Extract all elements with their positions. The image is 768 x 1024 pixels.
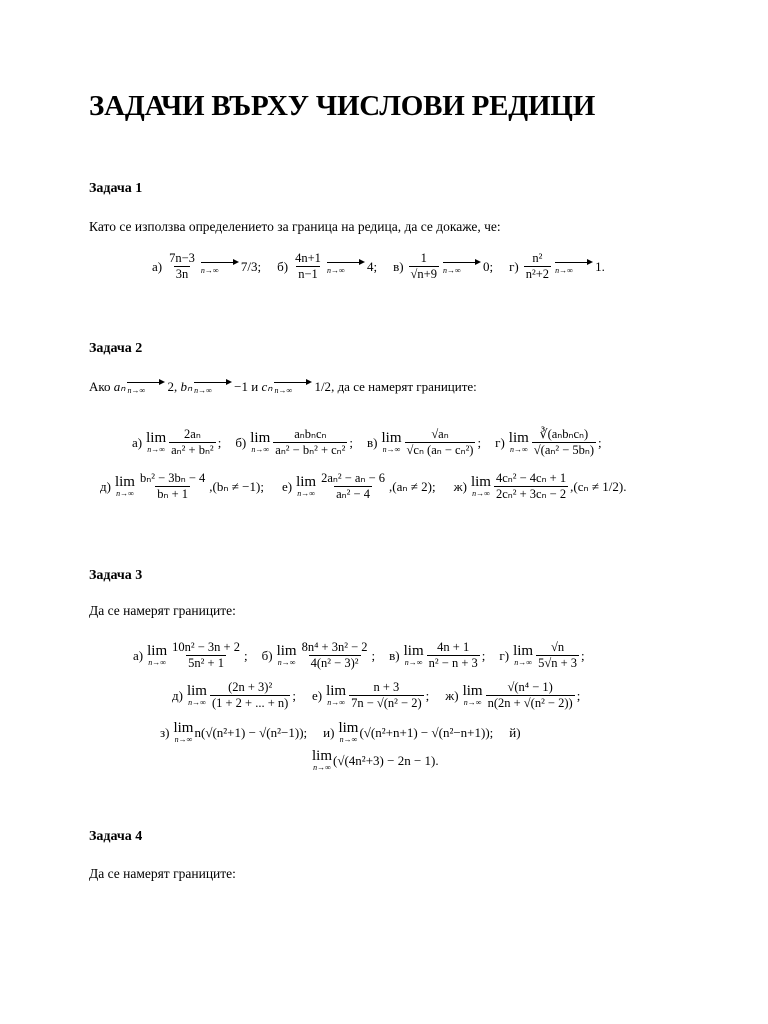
task2-lim-word: lim (470, 474, 491, 490)
task1-tail: . (601, 258, 605, 274)
task3-fraction-numerator: √(n⁴ − 1) (507, 680, 553, 694)
task3-lim-word: lim (312, 748, 333, 764)
task3-lim-word: lim (147, 643, 168, 659)
task3-lim-word: lim (462, 683, 483, 699)
task3-tail: ; (489, 724, 494, 740)
task3-fraction (427, 641, 480, 670)
task1-fraction-denominator: n²+2 (525, 267, 550, 281)
task2-lim (471, 475, 491, 498)
task1-fraction (293, 252, 323, 281)
task2-label: ж) (453, 478, 467, 494)
task2-fraction-denominator: bₙ + 1 (157, 487, 189, 501)
task3-fraction (536, 641, 579, 670)
task2-fraction-numerator: aₙbₙcₙ (294, 427, 327, 441)
task2-fraction-numerator: bₙ² − 3bₙ − 4 (139, 471, 206, 485)
task2-tail: ; (349, 434, 354, 450)
task3-lim-word: lim (513, 643, 534, 659)
task3-fraction (486, 681, 575, 710)
task2-fraction-denominator: aₙ² + bₙ² (171, 443, 214, 457)
task2-lim-word: lim (381, 430, 402, 446)
task2-fraction-denominator: aₙ² − bₙ² + cₙ² (275, 443, 346, 457)
task2-fraction (319, 472, 387, 501)
task2-fraction-denominator: 2cₙ² + 3cₙ − 2 (495, 487, 567, 501)
task3-tail: ; (371, 647, 376, 663)
task3-fraction (349, 681, 424, 710)
task1-fraction-denominator: 3n (175, 267, 189, 281)
task3-lim-word: lim (173, 720, 194, 736)
task3-fraction-numerator: (2n + 3)² (228, 680, 273, 694)
task3-fraction (210, 681, 290, 710)
task3-fraction-denominator: n(2n + √(n² − 2)) (487, 696, 573, 710)
task2-tail: ; (477, 434, 482, 450)
task3-lim (187, 684, 207, 707)
task3-fraction-denominator: 5n² + 1 (188, 656, 224, 670)
task2-fraction (494, 472, 568, 501)
task1-arrow (201, 258, 239, 275)
lim-c: 1/2 (314, 378, 332, 394)
task3-expr: (√(n²+n+1) − √(n²−n+1)) (359, 724, 490, 740)
task3-label: в) (389, 647, 400, 663)
task3-lim-sub: n→∞ (339, 735, 358, 744)
task3-lim (173, 721, 193, 744)
task1-fraction-numerator: n² (532, 251, 543, 265)
task3-lim-word: lim (326, 683, 347, 699)
task2-lim-word: lim (114, 474, 135, 490)
task1-arrow-sub: n→∞ (555, 266, 573, 275)
task3-fraction-denominator: (1 + 2 + ... + n) (211, 696, 289, 710)
task3-heading: Задача 3 (89, 568, 143, 583)
task2-lim-sub: n→∞ (116, 489, 134, 498)
task3-row3 (160, 721, 524, 744)
task3-lim-word: lim (186, 683, 207, 699)
task2-fraction-numerator: 4cₙ² − 4cₙ + 1 (495, 471, 567, 485)
task3-label: з) (160, 724, 170, 740)
task3-tail: ; (303, 724, 308, 740)
task2-fraction-denominator: aₙ² − 4 (336, 487, 370, 501)
task2-fraction (273, 428, 347, 457)
task3-row4 (311, 749, 439, 772)
task1-intro: Като се използва определението за граница на редица, да се докаже, че: (89, 219, 501, 234)
task1-limit: 1 (595, 258, 602, 274)
task3-fraction-numerator: 10n² − 3n + 2 (172, 640, 240, 654)
task3-intro: Да се намерят границите: (89, 603, 236, 618)
task3-tail: . (435, 752, 439, 768)
task3-lim-sub: n→∞ (148, 658, 166, 667)
task1-arrow-sub: n→∞ (326, 266, 345, 275)
task2-label: в) (367, 434, 378, 450)
task1-arrow-sub: n→∞ (200, 266, 219, 275)
lim-b: −1 (234, 378, 249, 394)
task3-lim (463, 684, 483, 707)
task1-limit: 7/3 (240, 258, 258, 274)
item-label: б) (277, 258, 289, 274)
task1-fraction-numerator: 4n+1 (295, 251, 321, 265)
task3-lim (312, 749, 332, 772)
task2-lim-sub: n→∞ (147, 445, 165, 454)
task1-fraction-denominator: √n+9 (410, 267, 437, 281)
task2-lim (115, 475, 135, 498)
task4-intro: Да се намерят границите: (89, 866, 236, 881)
task2-tail: ; (217, 434, 222, 450)
task2-label: е) (281, 478, 293, 494)
task2-condition: ,(bₙ ≠ −1) (209, 478, 261, 494)
task2-condition: ,(cₙ ≠ 1/2) (570, 478, 624, 494)
item-label: в) (393, 258, 404, 274)
task2-tail: ; (598, 434, 602, 450)
task3-fraction-numerator: 4n + 1 (437, 640, 470, 654)
task3-expr: (√(4n²+3) − 2n − 1) (333, 752, 436, 768)
lim-a: 2 (167, 378, 174, 394)
task2-lim (382, 431, 402, 454)
task3-lim-sub: n→∞ (514, 658, 532, 667)
task2-row1 (132, 428, 602, 457)
task2-label: б) (235, 434, 247, 450)
task4-heading: Задача 4 (89, 829, 143, 844)
task2-fraction (532, 428, 596, 457)
page-title: ЗАДАЧИ ВЪРХУ ЧИСЛОВИ РЕДИЦИ (89, 90, 596, 122)
task2-lim-sub: n→∞ (472, 489, 490, 498)
task1-arrow (443, 258, 481, 275)
task1-fraction (167, 252, 197, 281)
task3-tail: ; (581, 647, 585, 663)
task3-fraction-denominator: 4(n² − 3)² (310, 656, 359, 670)
task2-fraction (138, 472, 207, 501)
task3-lim (147, 644, 167, 667)
task3-lim (277, 644, 297, 667)
task3-lim (513, 644, 533, 667)
task3-lim (338, 721, 358, 744)
and-word: и (251, 378, 259, 394)
task3-tail: ; (243, 647, 248, 663)
arrow-c: n→∞ (274, 378, 312, 395)
task2-intro-suffix: , да се намерят границите: (331, 378, 477, 394)
task2-lim-word: lim (508, 430, 529, 446)
task3-tail: ; (292, 687, 296, 703)
task3-fraction-numerator: √n (550, 640, 565, 654)
task3-tail: ; (481, 647, 486, 663)
task3-lim-sub: n→∞ (327, 698, 345, 707)
task3-fraction-numerator: 8n⁴ + 3n² − 2 (301, 640, 368, 654)
task2-tail: . (623, 478, 627, 494)
task2-fraction-numerator: ∛(aₙbₙcₙ) (539, 427, 589, 441)
task3-lim-sub: n→∞ (463, 698, 482, 707)
task3-lim-word: lim (338, 720, 359, 736)
task3-label: б) (261, 647, 273, 663)
task2-lim-word: lim (146, 430, 167, 446)
task3-lim-sub: n→∞ (188, 698, 206, 707)
task1-limit: 4 (366, 258, 374, 274)
arrow-a: n→∞ (127, 378, 165, 395)
task2-row2 (100, 472, 626, 501)
task2-heading: Задача 2 (89, 341, 143, 356)
cond-b: bₙ (180, 378, 193, 394)
task3-lim-sub: n→∞ (313, 763, 331, 772)
task1-arrow-sub: n→∞ (442, 266, 461, 275)
task2-label: а) (132, 434, 143, 450)
task3-lim-sub: n→∞ (174, 735, 193, 744)
task1-tail: ; (373, 258, 378, 274)
task1-arrow (555, 258, 593, 275)
task2-lim (296, 475, 316, 498)
task2-fraction (405, 428, 476, 457)
task3-label: е) (311, 687, 323, 703)
task2-lim-sub: n→∞ (509, 445, 528, 454)
task2-intro-prefix: Ако (89, 378, 111, 394)
task3-row1 (133, 641, 585, 670)
task3-fraction-numerator: n + 3 (373, 680, 400, 694)
item-label: г) (509, 258, 519, 274)
task3-lim-word: lim (403, 643, 424, 659)
task2-lim-sub: n→∞ (251, 445, 270, 454)
task1-fraction-denominator: n−1 (298, 267, 318, 281)
task3-fraction (300, 641, 370, 670)
task3-fraction-denominator: 5√n + 3 (538, 656, 577, 670)
task3-label: й) (509, 724, 521, 740)
task3-label: а) (133, 647, 144, 663)
task2-lim (146, 431, 166, 454)
task3-lim (404, 644, 424, 667)
task1-expressions (152, 252, 605, 281)
cond-c: cₙ (261, 378, 273, 394)
task2-fraction-denominator: √cₙ (aₙ − cₙ²) (406, 443, 474, 457)
cond-a: aₙ (113, 378, 126, 394)
task2-lim-word: lim (250, 430, 271, 446)
task1-fraction (524, 252, 551, 281)
task2-label: г) (495, 434, 505, 450)
task3-fraction-denominator: 7n − √(n² − 2) (351, 696, 422, 710)
task1-tail: ; (257, 258, 262, 274)
task3-fraction-denominator: n² − n + 3 (428, 656, 478, 670)
item-label: а) (152, 258, 163, 274)
task3-label: ж) (445, 687, 459, 703)
task1-arrow (327, 258, 365, 275)
task2-fraction-numerator: 2aₙ² − aₙ − 6 (321, 471, 385, 485)
task3-label: и) (323, 724, 335, 740)
task2-tail: ; (260, 478, 264, 494)
task3-expr: n(√(n²+1) − √(n²−1)) (194, 724, 304, 740)
task1-fraction-numerator: 7n−3 (169, 251, 195, 265)
task2-lim-sub: n→∞ (382, 445, 401, 454)
task3-fraction (170, 641, 242, 670)
task3-lim (326, 684, 346, 707)
task2-fraction-denominator: √(aₙ² − 5bₙ) (533, 443, 595, 457)
task3-row2 (172, 681, 580, 710)
task1-tail: ; (489, 258, 494, 274)
task2-condition: ,(aₙ ≠ 2) (389, 478, 432, 494)
task2-lim-sub: n→∞ (297, 489, 315, 498)
task3-label: г) (499, 647, 510, 663)
task2-intro: Ако aₙ n→∞ 2 , bₙ n→∞ −1 и cₙ n→∞ 1/2 , да се намерят границите: (89, 378, 477, 395)
task1-heading: Задача 1 (89, 181, 143, 196)
task2-lim (509, 431, 529, 454)
task2-lim (250, 431, 270, 454)
task2-fraction-numerator: 2aₙ (184, 427, 201, 441)
task3-label: д) (172, 687, 183, 703)
task2-fraction-numerator: √aₙ (431, 427, 449, 441)
task1-fraction-numerator: 1 (420, 251, 427, 265)
task2-tail: ; (432, 478, 436, 494)
task2-fraction (169, 428, 216, 457)
task1-fraction (409, 252, 439, 281)
task3-lim-sub: n→∞ (404, 658, 423, 667)
task3-tail: ; (576, 687, 581, 703)
arrow-b: n→∞ (194, 378, 232, 395)
task3-tail: ; (425, 687, 430, 703)
task2-label: д) (100, 478, 111, 494)
task3-lim-sub: n→∞ (277, 658, 296, 667)
task3-lim-word: lim (276, 643, 297, 659)
task1-limit: 0 (482, 258, 490, 274)
task2-lim-word: lim (296, 474, 317, 490)
